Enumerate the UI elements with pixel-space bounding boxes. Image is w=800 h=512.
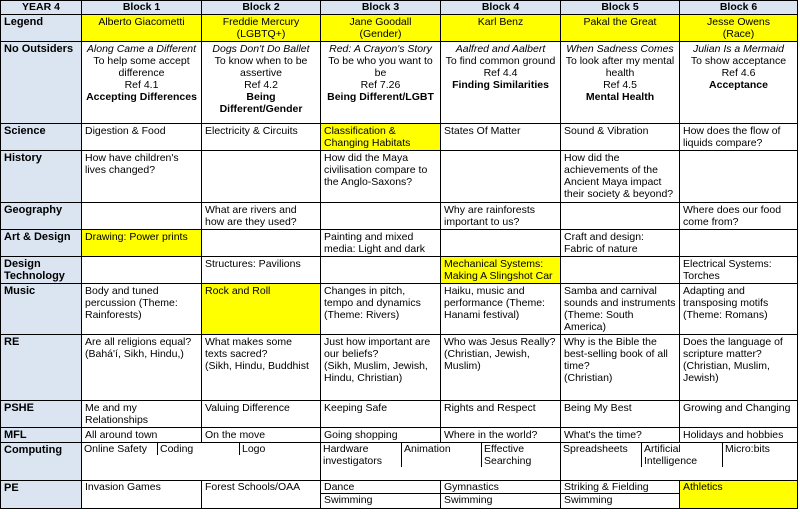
music-cell: Changes in pitch, tempo and dynamics (Theme: Rivers) <box>321 284 441 335</box>
mfl-cell: Going shopping <box>321 428 441 443</box>
geography-row <box>1 203 798 230</box>
computing-blocks-3-4 <box>321 443 561 481</box>
re-faiths: (Christian, Jewish, Muslim) <box>444 348 530 372</box>
computing-unit: Coding <box>158 443 240 455</box>
pe-activity: Forest Schools/OAA <box>205 481 301 493</box>
legend-person: Jane Goodall <box>349 16 412 28</box>
geography-cell: Why are rainforests important to us? <box>441 203 561 230</box>
art-cell: Painting and mixed media: Light and dark <box>321 230 441 257</box>
legend-cell <box>680 15 798 42</box>
pshe-cell: Growing and Changing <box>680 401 798 428</box>
no-outsiders-row <box>1 42 798 124</box>
computing-unit: Micro:bits <box>725 443 770 455</box>
pe-cell <box>321 481 441 509</box>
row-label-art: Art & Design <box>1 230 82 257</box>
dt-cell <box>82 257 202 284</box>
art-cell <box>202 230 321 257</box>
music-row <box>1 284 798 335</box>
science-cell: Sound & Vibration <box>561 124 680 151</box>
row-label-pe: PE <box>1 481 82 509</box>
no-outsiders-cell <box>561 42 680 124</box>
art-cell: Drawing: Power prints <box>82 230 202 257</box>
mfl-cell: On the move <box>202 428 321 443</box>
history-cell: How did the achievements of the Ancient Maya impact their society & beyond? <box>561 151 680 203</box>
pe-cell <box>202 481 321 509</box>
science-cell: Digestion & Food <box>82 124 202 151</box>
re-question: Why is the Bible the best-selling book of all time? <box>564 336 668 372</box>
book-title: Aalfred and Aalbert <box>455 43 546 55</box>
pe-cell <box>82 481 202 509</box>
music-cell: Haiku, music and performance (Theme: Hanami festival) <box>441 284 561 335</box>
re-cell <box>680 335 798 401</box>
legend-theme: (Gender) <box>359 28 402 40</box>
computing-unit: Artificial Intelligence <box>642 443 723 467</box>
pe-activity: Swimming <box>441 493 560 506</box>
block-header: Block 5 <box>561 1 680 15</box>
art-cell: Craft and design: Fabric of nature <box>561 230 680 257</box>
re-cell <box>202 335 321 401</box>
pe-activity: Athletics <box>683 481 723 493</box>
row-label-mfl: MFL <box>1 428 82 443</box>
no-outsiders-cell <box>82 42 202 124</box>
history-cell <box>202 151 321 203</box>
mfl-cell: Where in the world? <box>441 428 561 443</box>
no-outsiders-cell <box>321 42 441 124</box>
pshe-cell: Rights and Respect <box>441 401 561 428</box>
mfl-cell: All around town <box>82 428 202 443</box>
computing-unit: Hardware investigators <box>321 443 402 467</box>
legend-row <box>1 15 798 42</box>
mfl-cell: Holidays and hobbies <box>680 428 798 443</box>
pe-cell <box>561 481 680 509</box>
music-cell: Samba and carnival sounds and instruments (Theme: South America) <box>561 284 680 335</box>
mfl-cell: What's the time? <box>561 428 680 443</box>
re-faiths: (Sikh, Hindu, Buddhist <box>205 360 309 372</box>
legend-theme: (Race) <box>722 28 755 40</box>
lesson-theme: Accepting Differences <box>86 91 197 103</box>
no-outsiders-cell <box>441 42 561 124</box>
dt-row <box>1 257 798 284</box>
row-label-re: RE <box>1 335 82 401</box>
lesson-ref: Ref 4.6 <box>721 67 756 79</box>
music-cell: Body and tuned percussion (Theme: Rainforests) <box>82 284 202 335</box>
no-outsiders-cell <box>680 42 798 124</box>
legend-cell <box>202 15 321 42</box>
music-cell: Rock and Roll <box>202 284 321 335</box>
geography-cell <box>321 203 441 230</box>
re-cell <box>321 335 441 401</box>
legend-cell <box>441 15 561 42</box>
lesson-theme: Being Different/Gender <box>219 91 303 115</box>
lesson-theme: Being Different/LGBT <box>327 91 434 103</box>
re-question: Does the language of scripture matter? <box>683 336 783 360</box>
pe-row <box>1 481 798 509</box>
book-title: When Sadness Comes <box>566 43 674 55</box>
dt-cell: Electrical Systems: Torches <box>680 257 798 284</box>
computing-unit: Effective Searching <box>484 443 532 467</box>
year-label: YEAR 4 <box>1 1 82 15</box>
pshe-cell: Me and my Relationships <box>82 401 202 428</box>
science-cell: Classification & Changing Habitats <box>321 124 441 151</box>
re-faiths: (Christian) <box>564 372 613 384</box>
pshe-row <box>1 401 798 428</box>
computing-unit: Online Safety <box>82 443 158 455</box>
lesson-aim: To help some accept difference <box>93 55 190 79</box>
legend-cell <box>321 15 441 42</box>
re-cell <box>82 335 202 401</box>
block-header: Block 4 <box>441 1 561 15</box>
computing-unit: Spreadsheets <box>561 443 642 467</box>
pe-cell <box>680 481 798 509</box>
legend-person: Pakal the Great <box>583 16 657 28</box>
lesson-aim: To be who you want to be <box>328 55 433 79</box>
science-cell: Electricity & Circuits <box>202 124 321 151</box>
re-question: Are all religions equal? <box>85 336 192 348</box>
no-outsiders-cell <box>202 42 321 124</box>
row-label-no-outsiders: No Outsiders <box>1 42 82 124</box>
history-cell <box>680 151 798 203</box>
computing-blocks-1-2 <box>82 443 321 481</box>
lesson-theme: Mental Health <box>585 91 655 103</box>
lesson-aim: To show acceptance <box>690 55 787 67</box>
dt-cell: Mechanical Systems: Making A Slingshot Car <box>441 257 561 284</box>
science-cell: States Of Matter <box>441 124 561 151</box>
mfl-row <box>1 428 798 443</box>
lesson-ref: Ref 4.5 <box>603 79 637 91</box>
book-title: Dogs Don't Do Ballet <box>212 43 310 55</box>
block-header: Block 1 <box>82 1 202 15</box>
geography-cell: Where does our food come from? <box>680 203 798 230</box>
lesson-ref: Ref 4.4 <box>483 67 518 79</box>
geography-cell: What are rivers and how are they used? <box>202 203 321 230</box>
legend-person: Jesse Owens <box>706 16 771 28</box>
computing-unit: Animation <box>402 443 482 467</box>
lesson-ref: Ref 4.2 <box>244 79 278 91</box>
lesson-theme: Finding Similarities <box>452 79 549 91</box>
legend-person: Alberto Giacometti <box>98 16 185 28</box>
science-cell: How does the flow of liquids compare? <box>680 124 798 151</box>
history-row <box>1 151 798 203</box>
re-question: Who was Jesus Really? <box>444 336 556 348</box>
re-question: Just how important are our beliefs? <box>324 336 431 360</box>
legend-person: Karl Benz <box>477 16 524 28</box>
lesson-aim: To look after my mental health <box>565 55 675 79</box>
block-header: Block 3 <box>321 1 441 15</box>
legend-theme: (LGBTQ+) <box>236 28 286 40</box>
legend-person: Freddie Mercury <box>222 16 300 28</box>
pe-activity: Dance <box>324 481 355 493</box>
pe-activity: Swimming <box>561 493 679 506</box>
lesson-ref: Ref 7.26 <box>360 79 401 91</box>
pe-activity: Invasion Games <box>85 481 161 493</box>
legend-cell <box>561 15 680 42</box>
lesson-aim: To find common ground <box>445 55 556 67</box>
computing-blocks-5-6 <box>561 443 798 481</box>
music-cell: Adapting and transposing motifs (Theme: Romans) <box>680 284 798 335</box>
geography-cell <box>82 203 202 230</box>
dt-cell <box>321 257 441 284</box>
pe-activity: Gymnastics <box>444 481 499 493</box>
row-label-science: Science <box>1 124 82 151</box>
history-cell: How did the Maya civilisation compare to the Anglo-Saxons? <box>321 151 441 203</box>
row-label-history: History <box>1 151 82 203</box>
science-row <box>1 124 798 151</box>
re-row <box>1 335 798 401</box>
computing-unit: Logo <box>242 443 266 455</box>
row-label-geography: Geography <box>1 203 82 230</box>
row-label-pshe: PSHE <box>1 401 82 428</box>
book-title: Julian Is a Mermaid <box>692 43 785 55</box>
re-faiths: (Sikh, Muslim, Jewish, Hindu, Christian) <box>324 360 428 384</box>
lesson-aim: To know when to be assertive <box>214 55 308 79</box>
re-faiths: (Bahá'í, Sikh, Hindu,) <box>85 348 184 360</box>
lesson-theme: Acceptance <box>709 79 768 91</box>
book-title: Red: A Crayon's Story <box>329 43 432 55</box>
computing-row <box>1 443 798 481</box>
row-label-dt: Design Technology <box>1 257 82 284</box>
row-label-music: Music <box>1 284 82 335</box>
art-cell <box>680 230 798 257</box>
pshe-cell: Being My Best <box>561 401 680 428</box>
pe-activity: Swimming <box>321 493 440 506</box>
art-row <box>1 230 798 257</box>
header-row <box>1 1 798 15</box>
row-label-legend: Legend <box>1 15 82 42</box>
history-cell: How have children's lives changed? <box>82 151 202 203</box>
block-header: Block 6 <box>680 1 798 15</box>
pshe-cell: Keeping Safe <box>321 401 441 428</box>
re-cell <box>441 335 561 401</box>
geography-cell <box>561 203 680 230</box>
pe-activity: Striking & Fielding <box>564 481 649 493</box>
re-cell <box>561 335 680 401</box>
pe-cell <box>441 481 561 509</box>
block-header: Block 2 <box>202 1 321 15</box>
dt-cell <box>561 257 680 284</box>
legend-cell <box>82 15 202 42</box>
dt-cell: Structures: Pavilions <box>202 257 321 284</box>
art-cell <box>441 230 561 257</box>
history-cell <box>441 151 561 203</box>
row-label-computing: Computing <box>1 443 82 481</box>
re-faiths: (Christian, Muslim, Jewish) <box>683 360 770 384</box>
re-question: What makes some texts sacred? <box>205 336 292 360</box>
lesson-ref: Ref 4.1 <box>124 79 159 91</box>
book-title: Along Came a Different <box>86 43 197 55</box>
pshe-cell: Valuing Difference <box>202 401 321 428</box>
